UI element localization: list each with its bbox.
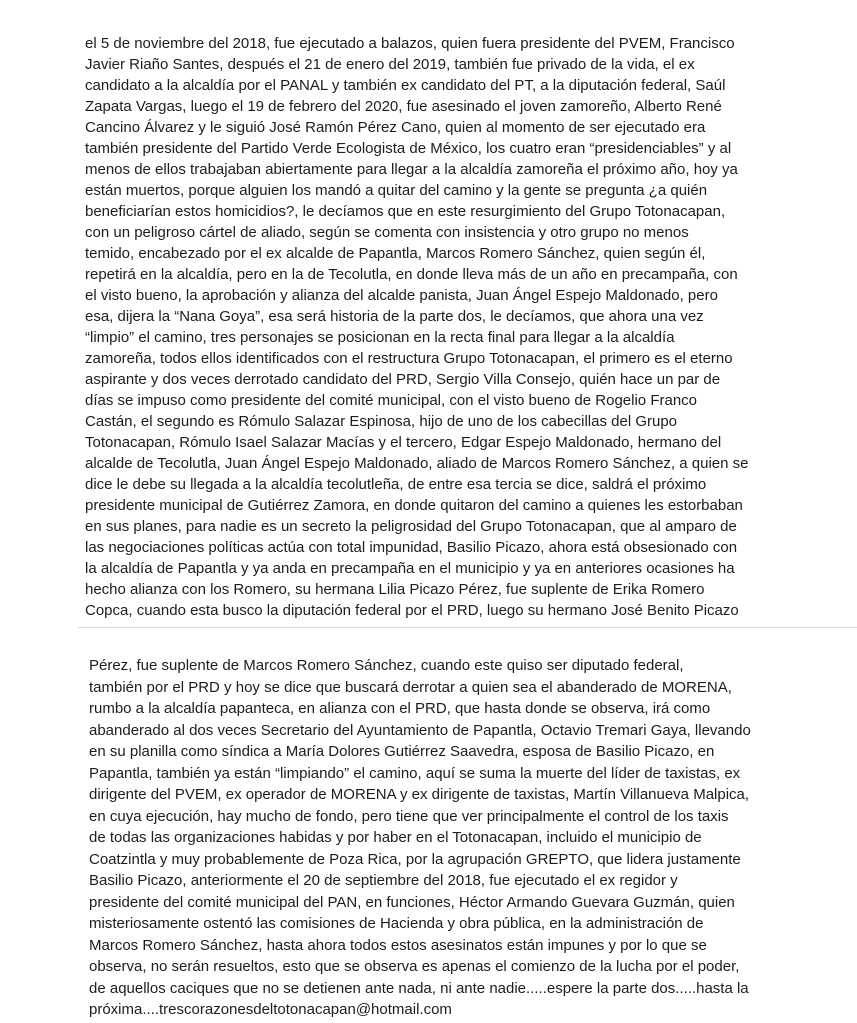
text-line: Cancino Álvarez y le siguió José Ramón Pérez Cano, quien al momento de ser ejecutado era (85, 119, 706, 136)
text-line: Coatzintla y muy probablemente de Poza Rica, por la agrupación GREPTO, que lidera justamente (89, 850, 741, 868)
text-line: en sus planes, para nadie es un secreto la peligrosidad del Grupo Totonacapan, que al amparo de (85, 518, 737, 535)
text-line: abanderado al dos veces Secretario del Ayuntamiento de Papantla, Octavio Tremari Gaya, llevando (89, 721, 751, 739)
text-line: candidato a la alcaldía por el PANAL y también ex candidato del PT, a la diputación federal, Saúl (85, 77, 726, 94)
text-line: menos de ellos trabajaban abiertamente para llegar a la alcaldía zamoreña el próximo año, hoy ya (85, 161, 738, 178)
text-line: están muertos, porque alguien los mandó a quitar del camino y la gente se pregunta ¿a quién (85, 182, 708, 199)
article-paragraph-2 (89, 655, 751, 1021)
text-line: alcalde de Tecolutla, Juan Ángel Espejo Maldonado, aliado de Marcos Romero Sánchez, a quien se (85, 455, 749, 472)
text-line: en cuya ejecución, hay mucho de fondo, pero tiene que ver principalmente el control de los taxis (89, 807, 729, 825)
text-line: esa, dijera la “Nana Goya”, esa será historia de la parte dos, le decíamos, que ahora una vez (85, 308, 704, 325)
text-line: Pérez, fue suplente de Marcos Romero Sánchez, cuando este quiso ser diputado federal, (89, 657, 684, 674)
text-line: Papantla, también ya están “limpiando” el camino, aquí se suma la muerte del líder de taxistas, ex (89, 764, 741, 782)
text-line: temido, encabezado por el ex alcalde de Papantla, Marcos Romero Sánchez, quien según él, (85, 245, 706, 262)
text-line: Totonacapan, Rómulo Isael Salazar Macías y el tercero, Edgar Espejo Maldonado, hermano del (85, 434, 722, 451)
text-line: Zapata Vargas, luego el 19 de febrero del 2020, fue asesinado el joven zamoreño, Alberto René (85, 98, 722, 115)
text-line: Basilio Picazo, anteriormente el 20 de septiembre del 2018, fue ejecutado el ex regidor y (89, 872, 678, 889)
text-line: beneficiarían estos homicidios?, le decíamos que en este resurgimiento del Grupo Totonacapan, (85, 203, 726, 220)
text-line: observa, no serán resueltos, esto que se observa es apenas el comienzo de la lucha por el poder, (89, 958, 740, 975)
text-line: el visto bueno, la aprobación y alianza del alcalde panista, Juan Ángel Espejo Maldonado, pero (85, 287, 718, 304)
text-line: con un peligroso cártel de aliado, según se comenta con insistencia y otro grupo no menos (85, 224, 689, 241)
section-divider (78, 627, 857, 628)
text-line: Castán, el segundo es Rómulo Salazar Espinosa, hijo de uno de los cabecillas del Grupo (85, 413, 678, 430)
text-line: zamoreña, todos ellos identificados con el restructura Grupo Totonacapan, el primero es el eterno (85, 350, 733, 367)
text-line: también por el PRD y hoy se dice que buscará derrotar a quien sea el abanderado de MORENA, (89, 678, 732, 696)
text-line: dirigente del PVEM, ex operador de MORENA y ex dirigente de taxistas, Martín Villanueva Malpica, (89, 786, 750, 803)
text-line: presidente del comité municipal del PAN, en funciones, Héctor Armando Guevara Guzmán, quien (89, 893, 735, 911)
text-line: de todas las organizaciones habidas y por haber en el Totonacapan, incluido el municipio de (89, 829, 702, 846)
text-line: rumbo a la alcaldía papanteca, en alianza con el PRD, que hasta donde se observa, irá como (89, 700, 711, 717)
text-line: dice le debe su llegada a la alcaldía tecolutleña, de entre esa tercia se dice, saldrá el próximo (85, 476, 707, 493)
text-line: “limpio” el camino, tres personajes se posicionan en la recta final para llegar a la alcaldía (85, 329, 675, 346)
text-line: hecho alianza con los Romero, su hermana Lilia Picazo Pérez, fue suplente de Erika Romero (85, 581, 705, 598)
text-line: también presidente del Partido Verde Ecologista de México, los cuatro eran “presidenciables” y al (85, 140, 732, 157)
text-line: próxima....trescorazonesdeltotonacapan@hotmail.com (89, 1001, 452, 1018)
text-line: aspirante y dos veces derrotado candidato del PRD, Sergio Villa Consejo, quién hace un par de (85, 371, 721, 388)
article-paragraph-1 (85, 33, 748, 621)
text-line: el 5 de noviembre del 2018, fue ejecutado a balazos, quien fuera presidente del PVEM, Francisco (85, 35, 735, 52)
text-line: repetirá en la alcaldía, pero en la de Tecolutla, en donde lleva más de un año en precampaña, con (85, 266, 738, 283)
text-line: presidente municipal de Gutiérrez Zamora, en donde quitaron del camino a quienes les estorbaban (85, 497, 743, 514)
text-line: la alcaldía de Papantla y ya anda en precampaña en el municipio y ya en anteriores ocasiones ha (85, 560, 735, 577)
text-line: días se impuso como presidente del comité municipal, con el visto bueno de Rogelio Franco (85, 392, 697, 409)
text-line: Marcos Romero Sánchez, hasta ahora todos estos asesinatos están impunes y por lo que se (89, 936, 707, 954)
text-line: las negociaciones políticas actúa con total impunidad, Basilio Picazo, ahora está obsesionado con (85, 539, 738, 556)
text-line: Javier Riaño Santes, después el 21 de enero del 2019, también fue privado de la vida, el ex (85, 56, 695, 73)
text-line: en su planilla como síndica a María Dolores Gutiérrez Saavedra, esposa de Basilio Picazo, en (89, 743, 715, 760)
text-line: de aquellos caciques que no se detienen ante nada, ni ante nadie.....espere la parte dos.....hasta la (89, 979, 749, 997)
text-line: misteriosamente ostentó las comisiones de Hacienda y obra pública, en la administración de (89, 915, 704, 932)
text-line: Copca, cuando esta busco la diputación federal por el PRD, luego su hermano José Benito Picazo (85, 602, 739, 619)
